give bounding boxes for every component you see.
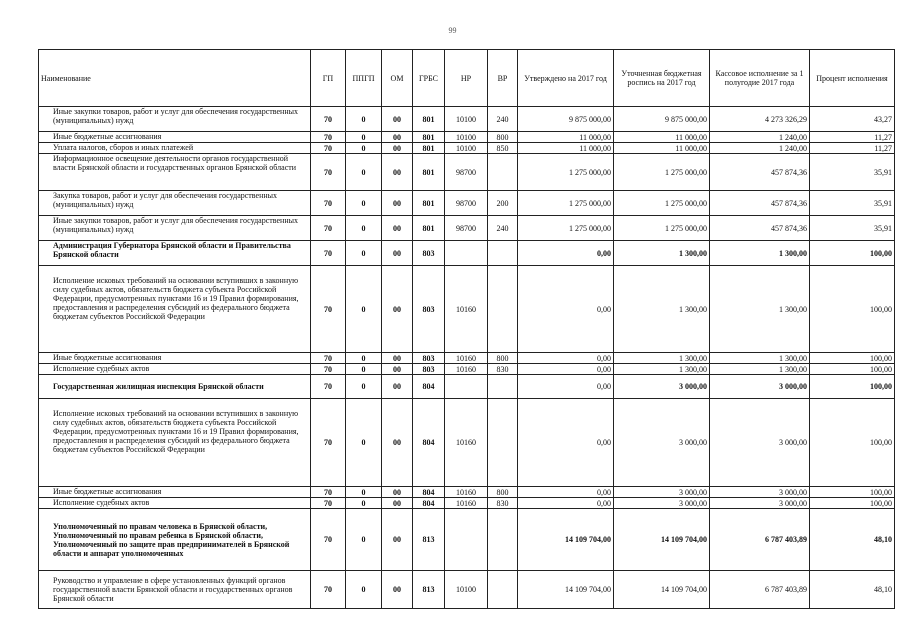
row-gp: 70 <box>311 571 346 609</box>
table-row <box>39 216 895 241</box>
header-percent: Процент исполнения <box>810 50 895 107</box>
row-np <box>445 375 488 399</box>
row-np <box>445 241 488 266</box>
row-approved: 14 109 704,00 <box>518 571 614 609</box>
row-np: 10160 <box>445 266 488 353</box>
row-ppgp: 0 <box>346 143 382 154</box>
row-vr: 240 <box>488 107 518 132</box>
row-name: Исполнение судебных актов <box>39 364 311 375</box>
row-approved: 0,00 <box>518 364 614 375</box>
row-om: 00 <box>382 132 413 143</box>
row-vr: 800 <box>488 353 518 364</box>
row-om: 00 <box>382 509 413 571</box>
row-name: Иные бюджетные ассигнования <box>39 353 311 364</box>
row-gp: 70 <box>311 143 346 154</box>
row-ppgp: 0 <box>346 266 382 353</box>
row-percent: 100,00 <box>810 375 895 399</box>
row-grbs: 804 <box>413 487 445 498</box>
row-percent: 11,27 <box>810 143 895 154</box>
row-executed: 3 000,00 <box>710 375 810 399</box>
row-refined: 14 109 704,00 <box>614 571 710 609</box>
row-om: 00 <box>382 498 413 509</box>
row-name: Уплата налогов, сборов и иных платежей <box>39 143 311 154</box>
row-ppgp: 0 <box>346 353 382 364</box>
row-om: 00 <box>382 399 413 487</box>
table-row <box>39 241 895 266</box>
row-gp: 70 <box>311 191 346 216</box>
row-approved: 0,00 <box>518 399 614 487</box>
row-approved: 0,00 <box>518 487 614 498</box>
row-executed: 3 000,00 <box>710 498 810 509</box>
row-np: 10160 <box>445 487 488 498</box>
table-row <box>39 487 895 498</box>
header-np: НР <box>445 50 488 107</box>
header-name: Наименование <box>39 50 311 107</box>
row-percent: 100,00 <box>810 498 895 509</box>
row-name: Иные бюджетные ассигнования <box>39 487 311 498</box>
row-executed: 6 787 403,89 <box>710 509 810 571</box>
header-gp: ГП <box>311 50 346 107</box>
row-percent: 100,00 <box>810 241 895 266</box>
row-gp: 70 <box>311 353 346 364</box>
row-refined: 1 275 000,00 <box>614 191 710 216</box>
header-refined: Уточненная бюджетная роспись на 2017 год <box>614 50 710 107</box>
row-percent: 35,91 <box>810 154 895 191</box>
row-ppgp: 0 <box>346 132 382 143</box>
row-executed: 457 874,36 <box>710 216 810 241</box>
header-vr: ВР <box>488 50 518 107</box>
row-gp: 70 <box>311 216 346 241</box>
row-grbs: 804 <box>413 399 445 487</box>
row-approved: 11 000,00 <box>518 132 614 143</box>
row-np: 10160 <box>445 399 488 487</box>
row-percent: 43,27 <box>810 107 895 132</box>
row-approved: 0,00 <box>518 266 614 353</box>
row-name: Исполнение исковых требований на основании вступивших в законную силу судебных актов, обязательств бюджета субъекта Российской Федерации, предусмотренных пунктами 16 и 19 Правил формирования, предоставления и распределения субсидий из федерального бюджета бюджетам субъектов Российской Федерации <box>39 266 311 353</box>
row-ppgp: 0 <box>346 399 382 487</box>
row-percent: 100,00 <box>810 364 895 375</box>
row-om: 00 <box>382 216 413 241</box>
row-gp: 70 <box>311 241 346 266</box>
row-refined: 1 300,00 <box>614 266 710 353</box>
row-approved: 0,00 <box>518 375 614 399</box>
row-vr <box>488 509 518 571</box>
row-name: Иные бюджетные ассигнования <box>39 132 311 143</box>
row-np: 98700 <box>445 191 488 216</box>
row-executed: 3 000,00 <box>710 399 810 487</box>
table-row <box>39 154 895 191</box>
row-name: Администрация Губернатора Брянской области и Правительства Брянской области <box>39 241 311 266</box>
row-grbs: 813 <box>413 571 445 609</box>
row-grbs: 801 <box>413 216 445 241</box>
row-refined: 14 109 704,00 <box>614 509 710 571</box>
row-refined: 11 000,00 <box>614 143 710 154</box>
row-executed: 3 000,00 <box>710 487 810 498</box>
row-vr: 800 <box>488 487 518 498</box>
row-ppgp: 0 <box>346 509 382 571</box>
budget-execution-table <box>38 49 895 609</box>
row-vr <box>488 266 518 353</box>
row-approved: 9 875 000,00 <box>518 107 614 132</box>
row-np: 10160 <box>445 498 488 509</box>
row-grbs: 813 <box>413 509 445 571</box>
row-percent: 35,91 <box>810 216 895 241</box>
row-gp: 70 <box>311 498 346 509</box>
row-ppgp: 0 <box>346 216 382 241</box>
row-gp: 70 <box>311 266 346 353</box>
table-row <box>39 266 895 353</box>
row-vr: 200 <box>488 191 518 216</box>
row-grbs: 801 <box>413 154 445 191</box>
row-approved: 1 275 000,00 <box>518 216 614 241</box>
row-approved: 11 000,00 <box>518 143 614 154</box>
row-executed: 1 240,00 <box>710 143 810 154</box>
row-om: 00 <box>382 353 413 364</box>
row-np: 10100 <box>445 132 488 143</box>
row-refined: 3 000,00 <box>614 375 710 399</box>
row-vr: 800 <box>488 132 518 143</box>
table-row <box>39 399 895 487</box>
row-name: Закупка товаров, работ и услуг для обеспечения государственных (муниципальных) нужд <box>39 191 311 216</box>
row-percent: 100,00 <box>810 266 895 353</box>
row-grbs: 801 <box>413 143 445 154</box>
row-ppgp: 0 <box>346 375 382 399</box>
row-grbs: 803 <box>413 364 445 375</box>
table-row <box>39 498 895 509</box>
row-grbs: 804 <box>413 375 445 399</box>
row-percent: 48,10 <box>810 509 895 571</box>
row-name: Исполнение судебных актов <box>39 498 311 509</box>
row-grbs: 801 <box>413 132 445 143</box>
row-refined: 3 000,00 <box>614 399 710 487</box>
row-approved: 14 109 704,00 <box>518 509 614 571</box>
row-refined: 3 000,00 <box>614 487 710 498</box>
row-name: Уполномоченный по правам человека в Брянской области, Уполномоченный по правам ребенка в Брянской области, Уполномоченный по защите прав предпринимателей в Брянской области и аппарат уполномоченных <box>39 509 311 571</box>
row-refined: 3 000,00 <box>614 498 710 509</box>
row-name: Иные закупки товаров, работ и услуг для обеспечения государственных (муниципальных) нужд <box>39 216 311 241</box>
table-row <box>39 143 895 154</box>
row-executed: 1 300,00 <box>710 353 810 364</box>
header-executed: Кассовое исполнение за 1 полугодие 2017 года <box>710 50 810 107</box>
row-grbs: 801 <box>413 107 445 132</box>
row-executed: 457 874,36 <box>710 154 810 191</box>
row-percent: 100,00 <box>810 399 895 487</box>
row-np <box>445 509 488 571</box>
row-np: 10100 <box>445 107 488 132</box>
page-number: 99 <box>448 26 457 35</box>
row-percent: 100,00 <box>810 487 895 498</box>
table-row <box>39 353 895 364</box>
header-ppgp: ППГП <box>346 50 382 107</box>
row-grbs: 801 <box>413 191 445 216</box>
row-np: 98700 <box>445 216 488 241</box>
row-np: 10100 <box>445 143 488 154</box>
row-np: 10160 <box>445 353 488 364</box>
row-om: 00 <box>382 107 413 132</box>
row-percent: 35,91 <box>810 191 895 216</box>
row-refined: 1 275 000,00 <box>614 154 710 191</box>
row-approved: 0,00 <box>518 241 614 266</box>
row-om: 00 <box>382 364 413 375</box>
row-grbs: 803 <box>413 353 445 364</box>
row-refined: 1 300,00 <box>614 364 710 375</box>
row-gp: 70 <box>311 487 346 498</box>
row-executed: 457 874,36 <box>710 191 810 216</box>
row-executed: 1 300,00 <box>710 364 810 375</box>
table-row <box>39 509 895 571</box>
table-row <box>39 571 895 609</box>
row-refined: 9 875 000,00 <box>614 107 710 132</box>
row-approved: 1 275 000,00 <box>518 154 614 191</box>
row-executed: 6 787 403,89 <box>710 571 810 609</box>
header-row <box>39 50 895 107</box>
row-approved: 0,00 <box>518 498 614 509</box>
row-grbs: 803 <box>413 266 445 353</box>
row-vr: 830 <box>488 364 518 375</box>
row-approved: 1 275 000,00 <box>518 191 614 216</box>
row-om: 00 <box>382 266 413 353</box>
row-om: 00 <box>382 154 413 191</box>
row-grbs: 804 <box>413 498 445 509</box>
row-om: 00 <box>382 241 413 266</box>
row-executed: 1 300,00 <box>710 266 810 353</box>
table-row <box>39 107 895 132</box>
row-ppgp: 0 <box>346 498 382 509</box>
row-om: 00 <box>382 143 413 154</box>
row-vr <box>488 241 518 266</box>
row-gp: 70 <box>311 107 346 132</box>
row-executed: 1 300,00 <box>710 241 810 266</box>
row-name: Государственная жилищная инспекция Брянской области <box>39 375 311 399</box>
row-percent: 11,27 <box>810 132 895 143</box>
row-gp: 70 <box>311 509 346 571</box>
row-refined: 1 300,00 <box>614 241 710 266</box>
header-om: ОМ <box>382 50 413 107</box>
row-gp: 70 <box>311 132 346 143</box>
row-om: 00 <box>382 571 413 609</box>
row-om: 00 <box>382 487 413 498</box>
row-vr <box>488 154 518 191</box>
row-vr: 240 <box>488 216 518 241</box>
row-ppgp: 0 <box>346 571 382 609</box>
row-ppgp: 0 <box>346 191 382 216</box>
row-executed: 4 273 326,29 <box>710 107 810 132</box>
row-vr: 850 <box>488 143 518 154</box>
row-ppgp: 0 <box>346 487 382 498</box>
table-row <box>39 375 895 399</box>
row-name: Информационное освещение деятельности органов государственной власти Брянской области и государственных органов Брянской области <box>39 154 311 191</box>
row-np: 10100 <box>445 571 488 609</box>
row-name: Руководство и управление в сфере установленных функций органов государственной власти Брянской области и государственных органов Брянской области <box>39 571 311 609</box>
header-grbs: ГРБС <box>413 50 445 107</box>
row-percent: 100,00 <box>810 353 895 364</box>
row-refined: 1 300,00 <box>614 353 710 364</box>
row-ppgp: 0 <box>346 107 382 132</box>
row-vr <box>488 571 518 609</box>
row-gp: 70 <box>311 154 346 191</box>
table-row <box>39 191 895 216</box>
row-np: 10160 <box>445 364 488 375</box>
row-name: Иные закупки товаров, работ и услуг для обеспечения государственных (муниципальных) нужд <box>39 107 311 132</box>
row-executed: 1 240,00 <box>710 132 810 143</box>
row-approved: 0,00 <box>518 353 614 364</box>
row-ppgp: 0 <box>346 241 382 266</box>
row-ppgp: 0 <box>346 154 382 191</box>
row-ppgp: 0 <box>346 364 382 375</box>
row-np: 98700 <box>445 154 488 191</box>
row-vr <box>488 399 518 487</box>
row-gp: 70 <box>311 399 346 487</box>
row-om: 00 <box>382 375 413 399</box>
row-grbs: 803 <box>413 241 445 266</box>
table-row <box>39 132 895 143</box>
row-percent: 48,10 <box>810 571 895 609</box>
header-approved: Утверждено на 2017 год <box>518 50 614 107</box>
table-row <box>39 364 895 375</box>
row-gp: 70 <box>311 375 346 399</box>
row-refined: 11 000,00 <box>614 132 710 143</box>
row-refined: 1 275 000,00 <box>614 216 710 241</box>
row-name: Исполнение исковых требований на основании вступивших в законную силу судебных актов, обязательств бюджета субъекта Российской Федерации, предусмотренных пунктами 16 и 19 Правил формирования, предоставления и распределения субсидий из федерального бюджета бюджетам субъектов Российской Федерации <box>39 399 311 487</box>
row-vr: 830 <box>488 498 518 509</box>
row-gp: 70 <box>311 364 346 375</box>
row-om: 00 <box>382 191 413 216</box>
row-vr <box>488 375 518 399</box>
